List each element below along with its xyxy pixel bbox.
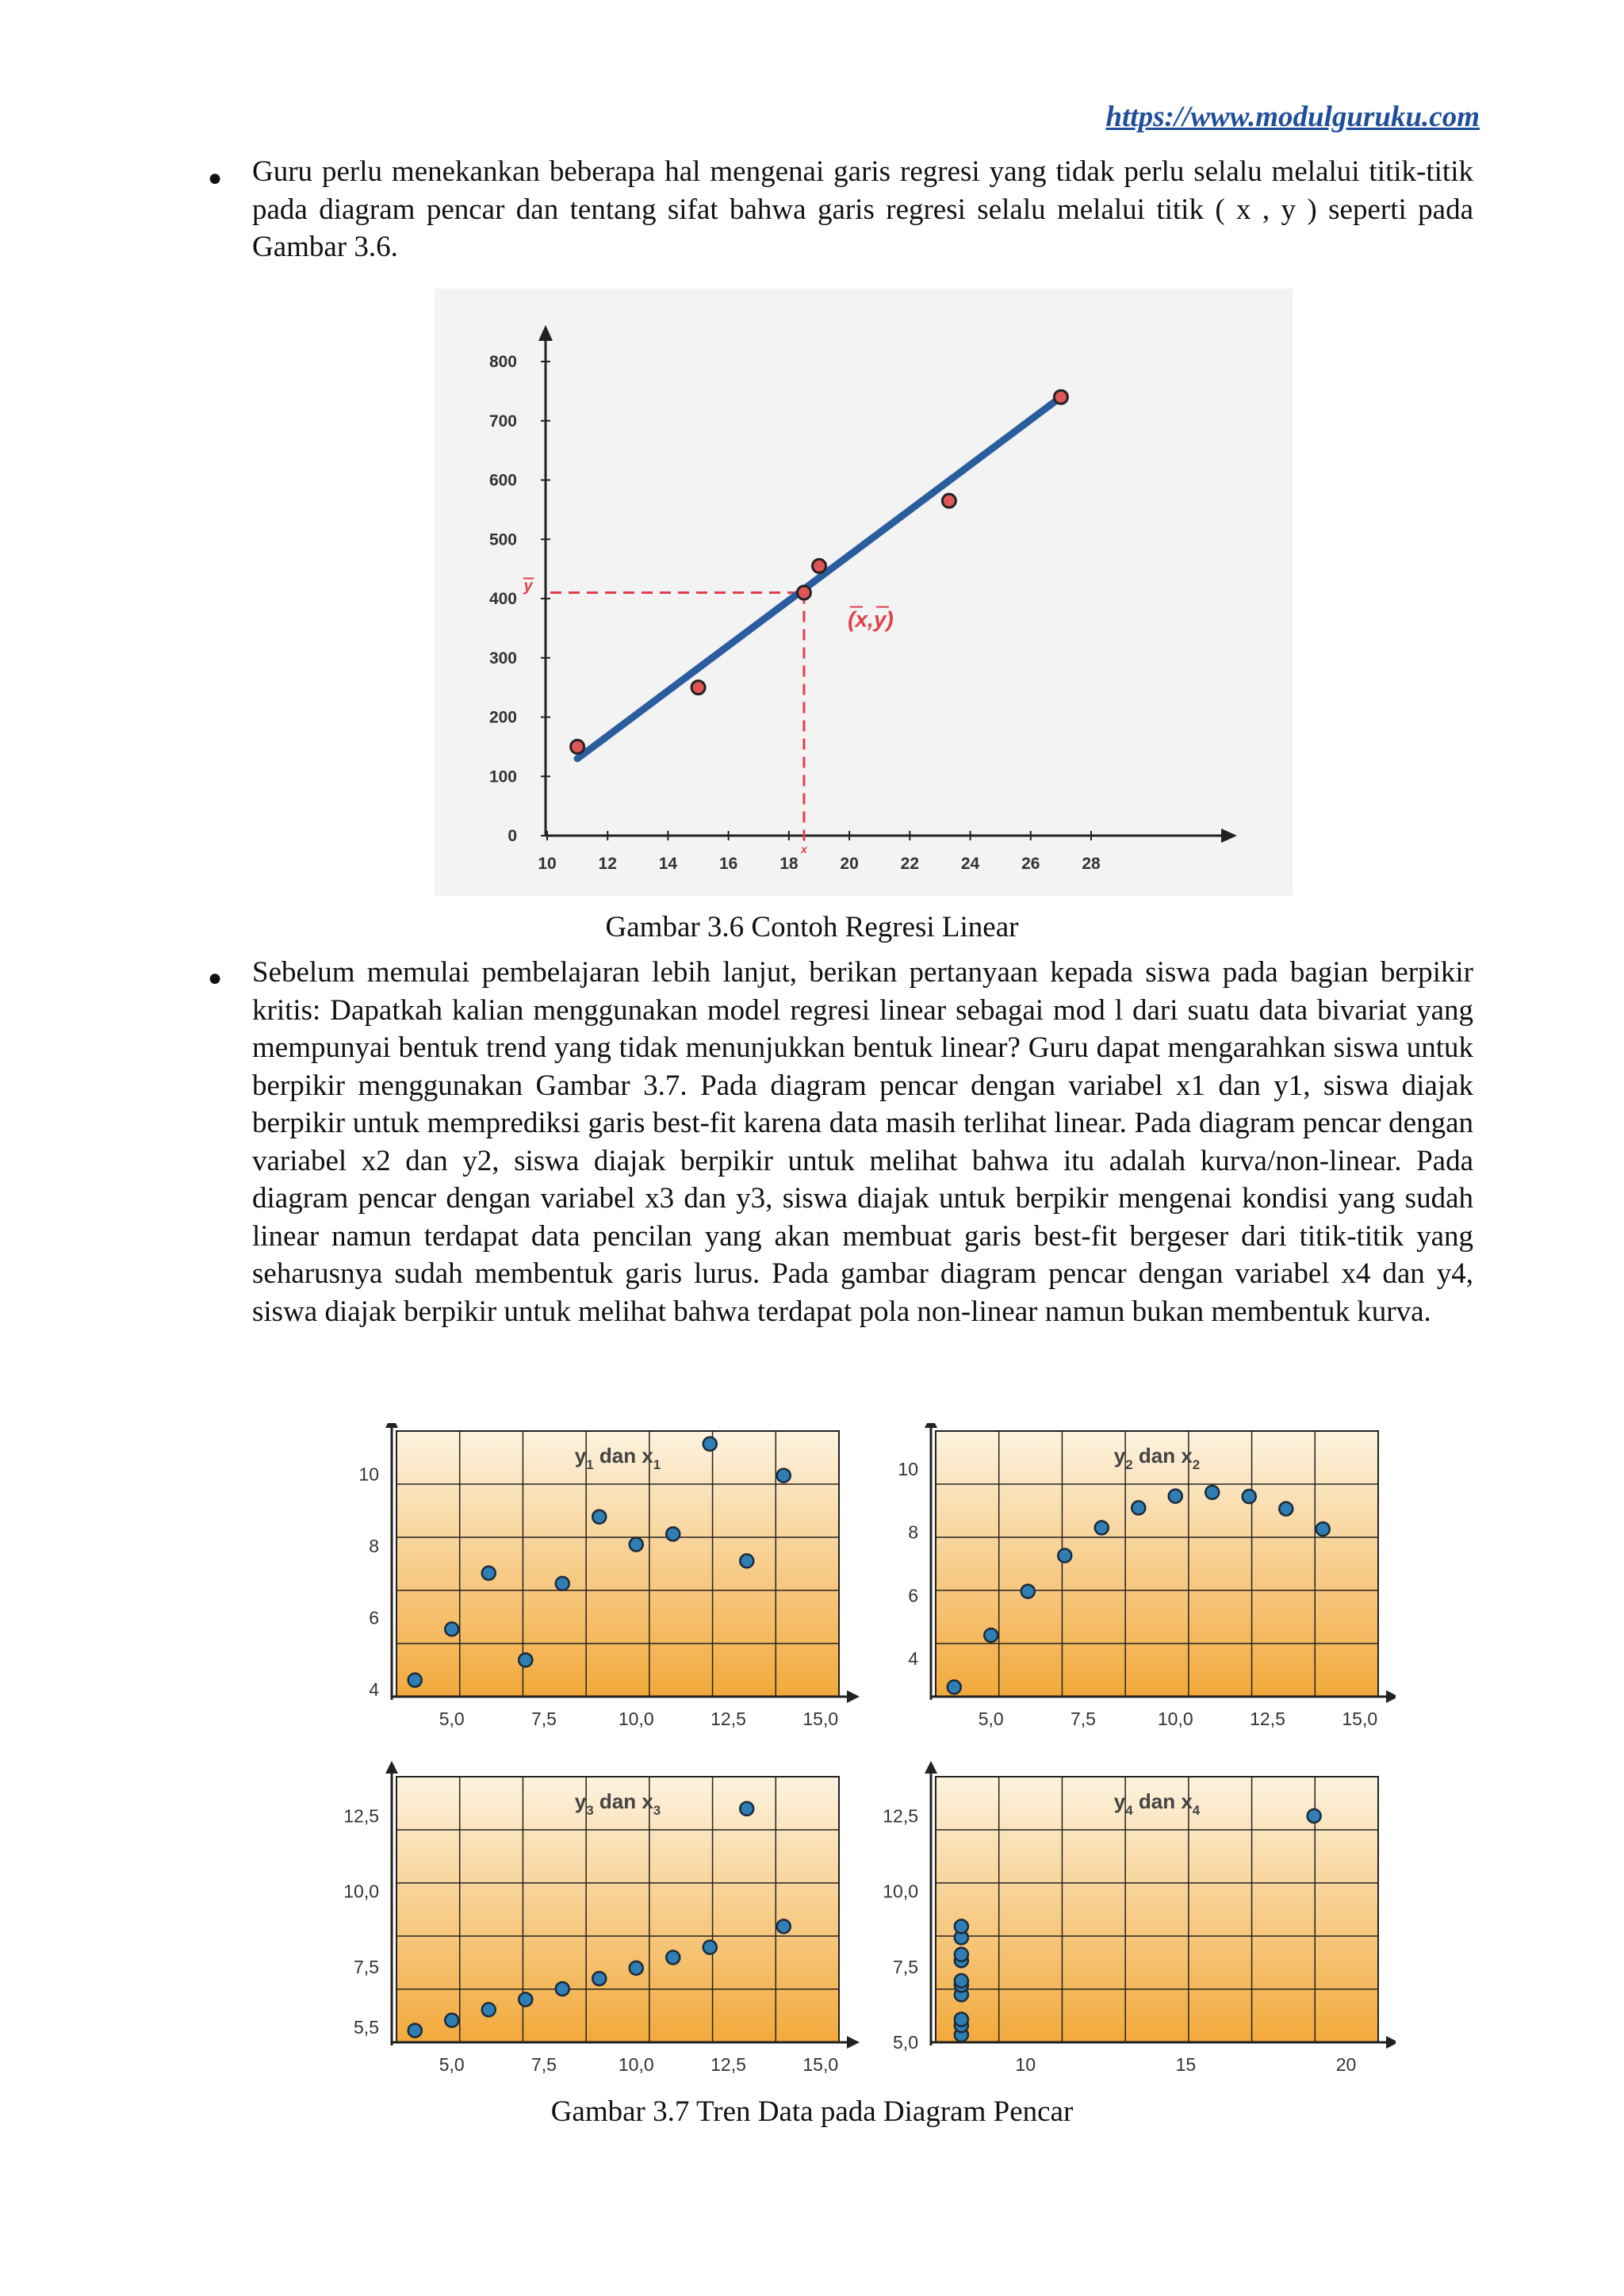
y-tick-label: 6 <box>908 1585 918 1606</box>
y-tick-label: 10,0 <box>343 1881 379 1902</box>
y-tick-label: 200 <box>488 708 517 727</box>
panel-title: $y_1$ dan $x_1$ <box>574 1444 661 1472</box>
data-point <box>666 1951 680 1965</box>
data-point <box>955 2013 968 2026</box>
scatter-panel-1 <box>358 1423 860 1729</box>
data-point <box>1308 1809 1321 1823</box>
x-tick-label: 10 <box>538 855 557 873</box>
x-tick-label: 24 <box>960 855 980 873</box>
x-tick-label: 10 <box>1015 2054 1036 2075</box>
x-tick-label: 16 <box>718 855 738 873</box>
data-point <box>1132 1501 1145 1514</box>
data-point <box>630 1538 643 1552</box>
x-bar-label: x <box>801 843 807 855</box>
data-point <box>955 1919 968 1933</box>
x-tick-label: 7,5 <box>531 2054 557 2075</box>
y-tick-label: 8 <box>908 1521 918 1543</box>
panel-title: $y_2$ dan $x_2$ <box>1113 1444 1201 1472</box>
data-point <box>1095 1521 1109 1535</box>
bullet-2: ● <box>208 965 223 991</box>
data-point <box>703 1437 717 1451</box>
x-tick-label: 20 <box>840 855 859 873</box>
data-point <box>942 494 956 507</box>
data-point <box>556 1577 569 1590</box>
x-tick-label: 10,0 <box>1157 1709 1193 1729</box>
data-point <box>1279 1502 1293 1516</box>
data-point <box>691 681 705 695</box>
data-point <box>703 1941 717 1954</box>
data-point <box>482 2003 496 2016</box>
data-point <box>1054 390 1067 404</box>
data-point <box>777 1469 791 1483</box>
y-tick-label: 12,5 <box>883 1805 918 1827</box>
data-point <box>592 1972 606 1985</box>
x-tick-label: 5,0 <box>439 2054 465 2075</box>
figure-2-caption: Gambar 3.7 Tren Data pada Diagram Pencar <box>550 2095 1074 2128</box>
x-tick-label: 7,5 <box>531 1709 557 1729</box>
x-tick-label: 12 <box>598 855 617 873</box>
data-point <box>1058 1549 1071 1563</box>
paragraph-1: Guru perlu menekankan beberapa hal mengenai garis regresi yang tidak perlu selalu melalui titik-titik pada diagram pencar dan tentang sifat bahwa garis regresi selalu melalui titik ( x , y ) seperti pada Gambar 3.6. <box>252 155 1473 263</box>
y-tick-label: 800 <box>488 353 517 371</box>
y-tick-label: 400 <box>488 590 517 608</box>
data-point <box>666 1527 680 1540</box>
data-point <box>408 2024 422 2038</box>
data-point <box>519 1653 532 1667</box>
x-tick-label: 18 <box>779 855 799 873</box>
y-tick-label: 500 <box>488 530 517 549</box>
y-tick-label: 700 <box>488 411 517 430</box>
y-tick-label: 0 <box>508 827 517 845</box>
y-tick-label: 10 <box>898 1458 918 1479</box>
y-tick-label: 5,5 <box>354 2016 379 2038</box>
scatter-panel-4 <box>883 1761 1396 2075</box>
bullet-1: ● <box>208 165 223 191</box>
figure-1-caption: Gambar 3.6 Contoh Regresi Linear <box>605 911 1019 943</box>
x-axis-arrow <box>847 1690 860 1703</box>
x-tick-label: 5,0 <box>439 1709 465 1729</box>
x-tick-label: 14 <box>658 855 678 873</box>
panel-background <box>396 1431 839 1697</box>
data-point <box>408 1674 422 1687</box>
y-tick-label: 600 <box>488 471 517 490</box>
x-tick-label: 5,0 <box>978 1709 1004 1729</box>
x-axis-arrow <box>1386 2036 1396 2049</box>
x-tick-label: 10,0 <box>618 1709 654 1729</box>
y-bar-label: y <box>523 577 533 595</box>
y-tick-label: 4 <box>369 1678 379 1700</box>
paragraph-2: Sebelum memulai pembelajaran lebih lanjut, berikan pertanyaan kepada siswa pada bagian berpikir kritis: Dapatkah kalian menggunakan model regresi linear sebagai mod l dari suatu data bivariat yang mempunyai bentuk trend yang tidak menunjukkan bentuk linear? Guru dapat mengarahkan siswa untuk berpikir menggunakan Gambar 3.7. Pada diagram pencar dengan variabel x1 dan y1, siswa diajak berpikir untuk memprediksi garis best-fit karena data masih terlihat linear. Pada diagram pencar dengan variabel x2 dan y2, siswa diajak berpikir untuk melihat bahwa itu adalah kurva/non-linear. Pada diagram pencar dengan variabel x3 dan y3, siswa diajak untuk berpikir mengenai kondisi yang sudah linear namun terdapat data pencilan yang akan membuat garis best-fit bergeser dari titik-titik yang seharusnya sudah membentuk garis lurus. Pada gambar diagram pencar dengan variabel x4 dan y4, siswa diajak berpikir untuk melihat bahwa terdapat pola non-linear namun bukan membentuk kurva. <box>252 956 1473 1328</box>
data-point <box>1316 1522 1330 1536</box>
y-tick-label: 6 <box>369 1607 379 1628</box>
x-tick-label: 12,5 <box>710 1709 746 1729</box>
data-point <box>948 1681 961 1694</box>
panel-title: $y_4$ dan $x_4$ <box>1113 1789 1201 1818</box>
x-tick-label: 7,5 <box>1071 1709 1096 1729</box>
header-url[interactable]: https://www.modulguruku.com <box>1105 101 1480 133</box>
x-tick-label: 15,0 <box>1342 1709 1378 1729</box>
y-tick-label: 12,5 <box>343 1805 379 1827</box>
y-tick-label: 10,0 <box>883 1881 918 1902</box>
data-point <box>740 1802 753 1816</box>
y-axis-arrow <box>385 1423 398 1428</box>
data-point <box>797 586 810 599</box>
data-point <box>630 1961 643 1975</box>
y-tick-label: 7,5 <box>893 1956 918 1977</box>
x-tick-label: 15 <box>1175 2054 1197 2075</box>
data-point <box>1021 1585 1035 1598</box>
data-point <box>482 1567 496 1580</box>
y-tick-label: 10 <box>358 1464 379 1485</box>
data-point <box>571 740 584 753</box>
panel-title: $y_3$ dan $x_3$ <box>574 1789 661 1818</box>
regression-figure <box>435 289 1293 896</box>
data-point <box>445 1622 458 1636</box>
y-tick-label: 4 <box>908 1648 918 1670</box>
x-tick-label: 20 <box>1335 2054 1357 2075</box>
x-axis-arrow <box>847 2036 860 2049</box>
data-point <box>740 1554 753 1567</box>
data-point <box>1243 1490 1256 1503</box>
scatter-panel-2 <box>898 1423 1396 1729</box>
y-tick-label: 100 <box>488 767 517 786</box>
panel-background <box>936 1431 1378 1697</box>
scatter-panel-3 <box>343 1761 860 2075</box>
y-axis-arrow <box>385 1761 398 1774</box>
y-axis-arrow <box>925 1761 937 1774</box>
x-tick-label: 10,0 <box>618 2054 654 2075</box>
data-point <box>519 1992 532 2006</box>
x-tick-label: 15,0 <box>802 2054 839 2075</box>
x-tick-label: 28 <box>1082 855 1101 873</box>
data-point <box>955 1948 968 1961</box>
y-tick-label: 7,5 <box>354 1956 379 1977</box>
x-axis-arrow <box>1386 1690 1396 1703</box>
data-point <box>777 1919 791 1933</box>
figure-background <box>435 289 1293 896</box>
y-tick-label: 300 <box>488 649 517 668</box>
data-point <box>1169 1490 1182 1503</box>
scatter-panels-figure <box>317 1423 1396 2097</box>
y-tick-label: 8 <box>369 1535 379 1556</box>
x-tick-label: 12,5 <box>710 2054 746 2075</box>
y-tick-label: 5,0 <box>893 2032 918 2053</box>
data-point <box>556 1982 569 1996</box>
x-tick-label: 22 <box>900 855 920 873</box>
data-point <box>592 1510 606 1524</box>
data-point <box>813 559 826 572</box>
data-point <box>445 2014 458 2027</box>
data-point <box>1205 1486 1219 1499</box>
mean-point-label: (x,y) <box>848 607 894 632</box>
y-axis-arrow <box>925 1423 937 1428</box>
data-point <box>955 1974 968 1988</box>
x-tick-label: 15,0 <box>802 1709 839 1729</box>
data-point <box>984 1628 998 1642</box>
x-tick-label: 26 <box>1021 855 1040 873</box>
panel-background <box>396 1777 839 2042</box>
x-tick-label: 12,5 <box>1250 1709 1285 1729</box>
